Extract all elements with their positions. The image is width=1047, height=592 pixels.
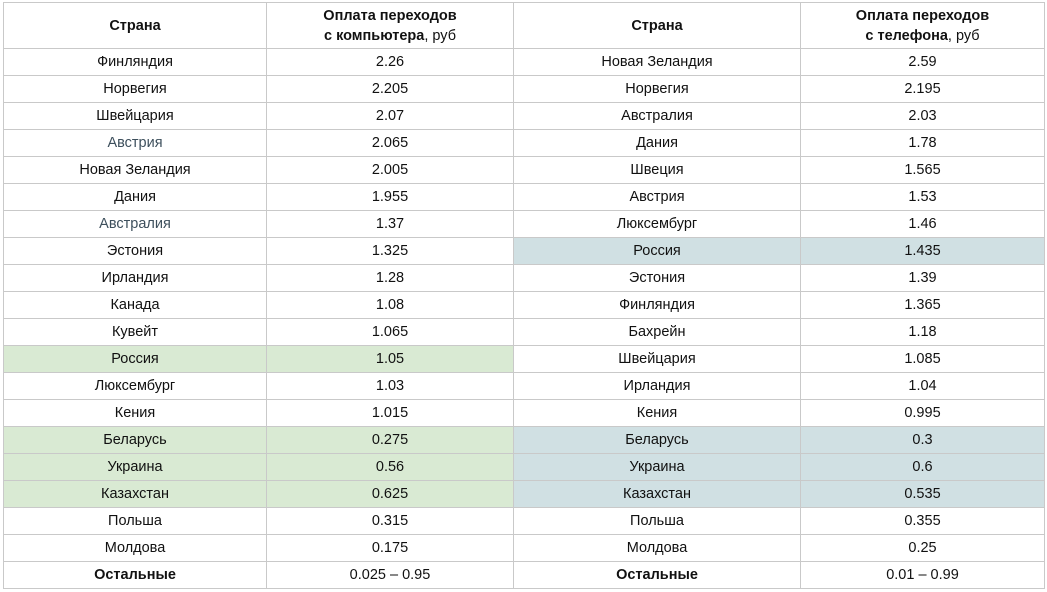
table-row — [4, 319, 1045, 346]
table-row — [4, 130, 1045, 157]
country-desktop: Люксембург — [4, 373, 267, 400]
price-desktop: 2.07 — [267, 103, 514, 130]
price-mobile: 0.355 — [801, 508, 1045, 535]
price-desktop: 1.325 — [267, 238, 514, 265]
others-label-mobile: Остальные — [514, 562, 801, 589]
country-desktop-highlighted: Казахстан — [4, 481, 267, 508]
country-desktop-highlighted: Украина — [4, 454, 267, 481]
price-mobile: 0.995 — [801, 400, 1045, 427]
footer-row — [4, 562, 1045, 589]
price-mobile-highlighted: 0.3 — [801, 427, 1045, 454]
table-row — [4, 400, 1045, 427]
price-mobile: 1.365 — [801, 292, 1045, 319]
table-row — [4, 76, 1045, 103]
table-row — [4, 157, 1045, 184]
country-mobile-highlighted: Россия — [514, 238, 801, 265]
table-row — [4, 238, 1045, 265]
price-mobile: 1.565 — [801, 157, 1045, 184]
country-mobile: Швеция — [514, 157, 801, 184]
table-row — [4, 265, 1045, 292]
price-desktop: 1.955 — [267, 184, 514, 211]
country-desktop: Австралия — [4, 211, 267, 238]
country-mobile: Финляндия — [514, 292, 801, 319]
country-mobile: Бахрейн — [514, 319, 801, 346]
country-mobile: Люксембург — [514, 211, 801, 238]
header-country-right: Страна — [514, 3, 801, 49]
country-desktop: Норвегия — [4, 76, 267, 103]
price-desktop: 2.205 — [267, 76, 514, 103]
price-desktop: 1.015 — [267, 400, 514, 427]
country-desktop: Эстония — [4, 238, 267, 265]
table-row — [4, 481, 1045, 508]
country-desktop: Дания — [4, 184, 267, 211]
country-desktop: Финляндия — [4, 49, 267, 76]
table-row — [4, 346, 1045, 373]
country-mobile: Польша — [514, 508, 801, 535]
country-mobile: Австрия — [514, 184, 801, 211]
price-mobile: 1.18 — [801, 319, 1045, 346]
price-mobile-highlighted: 0.535 — [801, 481, 1045, 508]
price-desktop: 2.065 — [267, 130, 514, 157]
table-row — [4, 184, 1045, 211]
country-mobile: Кения — [514, 400, 801, 427]
country-mobile: Австралия — [514, 103, 801, 130]
country-mobile: Швейцария — [514, 346, 801, 373]
price-mobile: 1.78 — [801, 130, 1045, 157]
price-desktop: 0.315 — [267, 508, 514, 535]
rates-table — [3, 2, 1045, 589]
price-desktop: 1.03 — [267, 373, 514, 400]
header-mobile-price: Оплата переходов с телефона, руб — [801, 3, 1045, 49]
country-mobile: Норвегия — [514, 76, 801, 103]
country-mobile: Молдова — [514, 535, 801, 562]
price-mobile: 1.085 — [801, 346, 1045, 373]
price-desktop: 1.065 — [267, 319, 514, 346]
table-row — [4, 508, 1045, 535]
price-mobile: 2.59 — [801, 49, 1045, 76]
header-row — [4, 3, 1045, 49]
country-desktop: Молдова — [4, 535, 267, 562]
price-mobile: 1.46 — [801, 211, 1045, 238]
table-row — [4, 454, 1045, 481]
price-desktop-highlighted: 1.05 — [267, 346, 514, 373]
country-mobile-highlighted: Казахстан — [514, 481, 801, 508]
price-desktop: 1.28 — [267, 265, 514, 292]
others-range-desktop: 0.025 – 0.95 — [267, 562, 514, 589]
table-row — [4, 292, 1045, 319]
header-desktop-price: Оплата переходов с компьютера, руб — [267, 3, 514, 49]
table-row — [4, 373, 1045, 400]
price-desktop-highlighted: 0.56 — [267, 454, 514, 481]
country-desktop: Польша — [4, 508, 267, 535]
price-mobile: 1.04 — [801, 373, 1045, 400]
country-desktop: Швейцария — [4, 103, 267, 130]
price-mobile: 1.39 — [801, 265, 1045, 292]
others-label-desktop: Остальные — [4, 562, 267, 589]
price-desktop: 1.37 — [267, 211, 514, 238]
country-desktop: Кения — [4, 400, 267, 427]
table-row — [4, 427, 1045, 454]
price-mobile: 2.195 — [801, 76, 1045, 103]
others-range-mobile: 0.01 – 0.99 — [801, 562, 1045, 589]
price-desktop: 0.175 — [267, 535, 514, 562]
table-row — [4, 211, 1045, 238]
price-desktop: 2.005 — [267, 157, 514, 184]
price-mobile: 0.25 — [801, 535, 1045, 562]
price-desktop: 2.26 — [267, 49, 514, 76]
country-desktop-highlighted: Беларусь — [4, 427, 267, 454]
country-mobile: Дания — [514, 130, 801, 157]
country-desktop: Кувейт — [4, 319, 267, 346]
country-mobile: Эстония — [514, 265, 801, 292]
price-mobile-highlighted: 0.6 — [801, 454, 1045, 481]
country-mobile-highlighted: Беларусь — [514, 427, 801, 454]
country-desktop: Новая Зеландия — [4, 157, 267, 184]
table-row — [4, 103, 1045, 130]
price-desktop: 1.08 — [267, 292, 514, 319]
country-desktop-highlighted: Россия — [4, 346, 267, 373]
country-desktop: Ирландия — [4, 265, 267, 292]
header-country-left: Страна — [4, 3, 267, 49]
country-desktop: Канада — [4, 292, 267, 319]
price-desktop-highlighted: 0.275 — [267, 427, 514, 454]
table-row — [4, 49, 1045, 76]
country-mobile: Ирландия — [514, 373, 801, 400]
price-mobile: 2.03 — [801, 103, 1045, 130]
price-mobile: 1.53 — [801, 184, 1045, 211]
country-mobile-highlighted: Украина — [514, 454, 801, 481]
price-desktop-highlighted: 0.625 — [267, 481, 514, 508]
price-mobile-highlighted: 1.435 — [801, 238, 1045, 265]
country-mobile: Новая Зеландия — [514, 49, 801, 76]
table-row — [4, 535, 1045, 562]
country-desktop: Австрия — [4, 130, 267, 157]
